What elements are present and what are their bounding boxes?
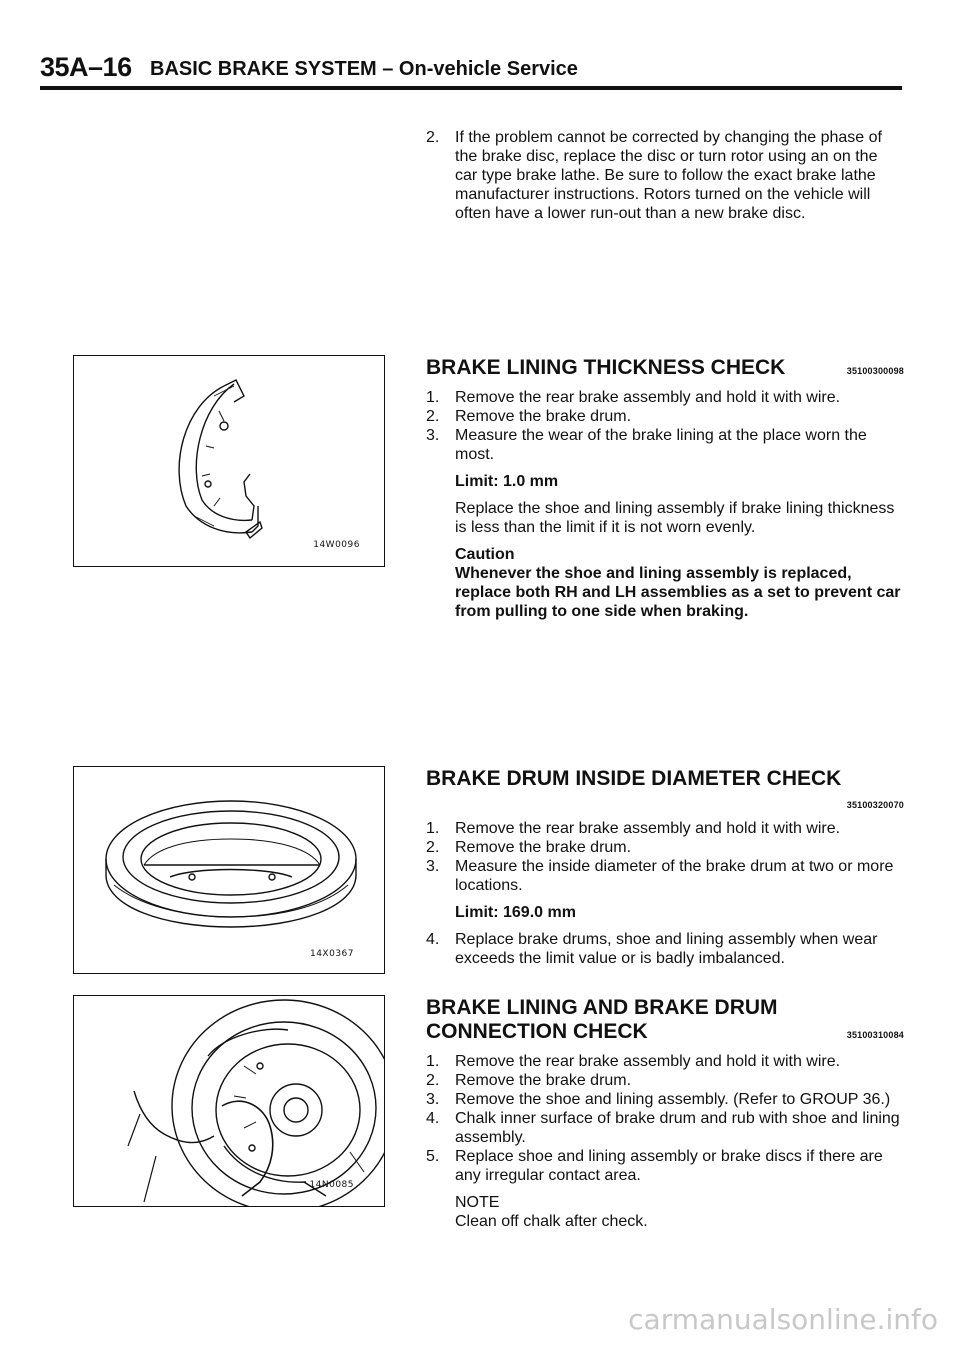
drum-contact-illustration	[74, 996, 384, 1206]
step-text: Chalk inner surface of brake drum and rub with shoe and lining assembly.	[455, 1110, 900, 1146]
step-text: Measure the inside diameter of the brake drum at two or more locations.	[455, 858, 894, 894]
list-item	[426, 388, 904, 407]
brake-drum-illustration	[74, 767, 384, 973]
watermark: carmanualsonline.info	[628, 1303, 938, 1336]
limit-value: Limit: 169.0 mm	[455, 904, 576, 921]
step-number: 4.	[426, 1110, 440, 1127]
figure-brake-shoe	[73, 355, 385, 567]
list-item	[426, 838, 904, 857]
page-number: 35A–16	[40, 52, 132, 82]
step-list	[426, 388, 904, 464]
section-connection-check	[426, 996, 904, 1231]
step-number: 4.	[426, 931, 440, 948]
section-lining-thickness	[426, 356, 904, 621]
step-list	[426, 1052, 904, 1185]
step-text: Replace shoe and lining assembly or brake discs if there are any irregular contact area.	[455, 1148, 883, 1184]
section-code: 35100320070	[846, 800, 904, 810]
step-number: 3.	[426, 858, 440, 875]
step-text: Replace brake drums, shoe and lining assembly when wear exceeds the limit value or is badly imbalanced.	[455, 931, 878, 967]
caution-title: Caution	[455, 546, 515, 563]
list-item	[426, 1071, 904, 1090]
step-number: 3.	[426, 427, 440, 444]
step-number: 2.	[426, 408, 440, 425]
step-number: 1.	[426, 820, 440, 837]
figure-drum-contact	[73, 995, 385, 1207]
figure-label: 14N0085	[309, 1180, 354, 1190]
step-text: Remove the brake drum.	[455, 408, 632, 425]
list-item	[426, 426, 904, 464]
section-drum-diameter	[426, 767, 904, 968]
step-text: Remove the rear brake assembly and hold it with wire.	[455, 820, 841, 837]
step-number: 2.	[426, 1072, 440, 1089]
step-number: 2.	[426, 839, 440, 856]
list-item	[426, 407, 904, 426]
page-title: BASIC BRAKE SYSTEM – On-vehicle Service	[150, 58, 578, 80]
step-list	[426, 819, 904, 895]
list-item	[426, 1147, 904, 1185]
limit-value: Limit: 1.0 mm	[455, 473, 559, 490]
replacement-note: Replace the shoe and lining assembly if brake lining thickness is less than the limit if it is not worn evenly.	[455, 500, 895, 536]
step-text: Remove the brake drum.	[455, 1072, 632, 1089]
step-text: Remove the brake drum.	[455, 839, 632, 856]
step-number: 1.	[426, 389, 440, 406]
step-text: If the problem cannot be corrected by changing the phase of the brake disc, replace the disc or turn rotor using an on the car type brake lathe. Be sure to follow the exact brake lathe manufacturer instructions. Rotors turned on the vehicle will often have a lower run-out than a new brake disc.	[455, 129, 882, 222]
step-number: 2.	[426, 129, 440, 146]
figure-label: 14W0096	[313, 540, 360, 550]
list-item	[426, 819, 904, 838]
section-code: 35100300098	[846, 366, 904, 376]
step-text: Measure the wear of the brake lining at the place worn the most.	[455, 427, 867, 463]
section-title: BRAKE LINING THICKNESS CHECK	[426, 356, 786, 379]
list-item	[426, 1090, 904, 1109]
intro-step	[426, 128, 898, 223]
step-number: 1.	[426, 1053, 440, 1070]
list-item	[426, 1109, 904, 1147]
step-list	[426, 930, 904, 968]
section-title-line1: BRAKE LINING AND BRAKE DRUM	[426, 996, 778, 1019]
section-code: 35100310084	[846, 1030, 904, 1040]
section-title: BRAKE DRUM INSIDE DIAMETER CHECK	[426, 767, 842, 790]
list-item	[426, 1052, 904, 1071]
step-number: 3.	[426, 1091, 440, 1108]
note-text: Clean off chalk after check.	[455, 1213, 648, 1230]
list-item	[426, 930, 904, 968]
step-text: Remove the shoe and lining assembly. (Refer to GROUP 36.)	[455, 1091, 891, 1108]
figure-label: 14X0367	[309, 949, 354, 959]
figure-brake-drum	[73, 766, 385, 974]
header-rule	[40, 86, 902, 90]
step-number: 5.	[426, 1148, 440, 1165]
brake-shoe-illustration	[74, 356, 384, 566]
note-title: NOTE	[455, 1194, 500, 1211]
step-text: Remove the rear brake assembly and hold it with wire.	[455, 389, 841, 406]
caution-text: Whenever the shoe and lining assembly is replaced, replace both RH and LH assemblies as a set to prevent car from pulling to one side when braking.	[455, 565, 901, 620]
step-text: Remove the rear brake assembly and hold it with wire.	[455, 1053, 841, 1070]
list-item	[426, 857, 904, 895]
section-title-line2: CONNECTION CHECK	[426, 1020, 648, 1043]
